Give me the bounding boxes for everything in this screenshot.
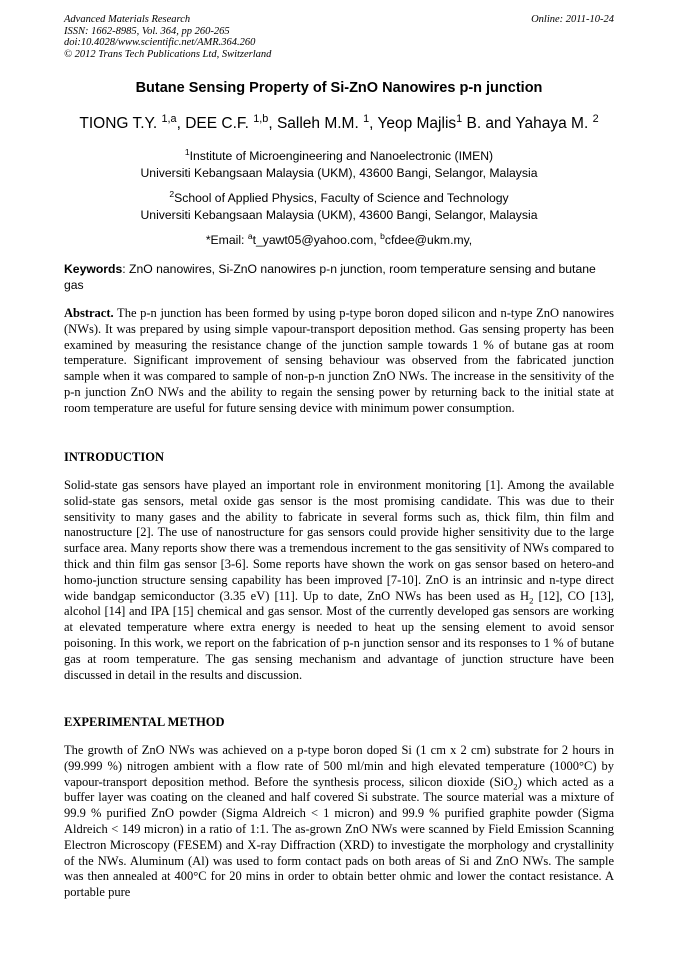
email-line	[0, 230, 678, 247]
abstract-text: The p-n junction has been formed by using p-type boron doped silicon and n-type ZnO nanowires (NWs). It was prepared by using simple vapour-transport deposition method. Gas sensing property has been examined by measuring the resistance change of the junction sample towards 1 % of butane gas at room temperature. Significant improvement of sensing behaviour was observed from the fabricated junction sample when it was compared to sample of non-p-n junction ZnO NWs. The increase in the sensitivity of the p-n junction ZnO NWs and the ability to regain the sensing power by returning back to the initial state at room temperature are useful for future sensing device with minimum power consumption.	[64, 306, 614, 415]
author-name: B. and Yahaya M.	[462, 115, 593, 132]
subscript: 2	[529, 595, 534, 606]
email-address-a[interactable]: t_yawt05@yahoo.com,	[252, 233, 381, 247]
paper-title: Butane Sensing Property of Si-ZnO Nanowires p-n junction	[135, 80, 543, 96]
introduction-text: [12], CO [13], alcohol [14] and IPA [15] chemical and gas sensor. Most of the currently developed gas sensors are working at elevated temperature where extra energy is needed to heat up the sensing element to avoid sensor poisoning. In this work, we report on the fabrication of p-n junction sensor and its responses to 1 % of butane gas at room temperature. The gas sensing mechanism and advantage of junction structure have been discussed in detail in the results and discussion.	[64, 588, 615, 682]
author-list	[0, 112, 678, 133]
online-date: Online: 2011-10-24	[531, 14, 614, 25]
author-name: TIONG T.Y.	[79, 115, 162, 132]
issn-line: ISSN: 1662-8985, Vol. 364, pp 260-265	[64, 25, 230, 37]
author-affil-mark: 1,b	[253, 112, 269, 125]
abstract	[64, 306, 614, 417]
affiliation-address: Universiti Kebangsaan Malaysia (UKM), 43600 Bangi, Selangor, Malaysia	[140, 166, 538, 180]
introduction-heading: INTRODUCTION	[64, 450, 165, 464]
email-label: *Email:	[205, 233, 248, 247]
author-name: , Yeop Majlis	[369, 115, 457, 132]
journal-header	[64, 14, 271, 60]
experimental-text: The growth of ZnO NWs was achieved on a p-type boron doped Si (1 cm x 2 cm) substrate for 2 hours in (99.999 %) nitrogen ambient with a flow rate of 500 ml/min and high elevated temperature (1000°C) by vapour-transport deposition method. Before the synthesis process, silicon dioxide (SiO	[64, 743, 614, 789]
doi-line: doi:10.4028/www.scientific.net/AMR.364.260	[64, 37, 256, 48]
author-affil-mark: 1	[363, 112, 370, 125]
author-affil-mark: 1,a	[161, 112, 177, 125]
keywords	[64, 261, 614, 293]
author-affil-mark: 1	[456, 112, 463, 125]
author-name: , DEE C.F.	[176, 115, 254, 132]
abstract-label: Abstract.	[64, 306, 114, 320]
keywords-text: : ZnO nanowires, Si-ZnO nanowires p-n junction, room temperature sensing and butane gas	[64, 262, 596, 292]
email-mark: b	[380, 230, 385, 241]
journal-name: Advanced Materials Research	[64, 14, 191, 25]
email-mark: a	[247, 230, 253, 241]
author-name: , Salleh M.M.	[268, 115, 364, 132]
affiliation-mark: 2	[169, 188, 175, 199]
affiliation-institute: School of Applied Physics, Faculty of Science and Technology	[174, 191, 509, 205]
affiliation-address: Universiti Kebangsaan Malaysia (UKM), 43600 Bangi, Selangor, Malaysia	[140, 208, 538, 222]
copyright-line: © 2012 Trans Tech Publications Ltd, Switzerland	[64, 48, 272, 60]
author-affil-mark: 2	[592, 112, 599, 125]
affiliation-institute: Institute of Microengineering and Nanoelectronic (IMEN)	[189, 149, 494, 163]
keywords-label: Keywords	[64, 262, 123, 276]
introduction-body	[64, 478, 614, 683]
experimental-text: ) which acted as a buffer layer was coating on the cleaned and half covered Si substrate. The source material was a mixture of 99.9 % purified ZnO powder (Sigma Aldreich < 1 micron) and 99.9 % purified graphite powder (Sigma Aldreich < 149 micron) in a ratio of 1:1. The as-grown ZnO NWs were scanned by Field Emission Scanning Electron Microscopy (FESEM) and X-ray Diffraction (XRD) to investigate the morphology and crystallinity of the NWs. Aluminum (Al) was used to form contact pads on both areas of Si and ZnO NWs. The sample was then annealed at 400°C for 20 mins in order to obtain better ohmic and lower the contact resistance. A portable pure	[64, 774, 614, 900]
experimental-body	[64, 743, 614, 901]
affiliation-2	[0, 190, 678, 224]
email-address-b[interactable]: cfdee@ukm.my,	[384, 233, 473, 247]
subscript: 2	[513, 781, 518, 792]
affiliation-mark: 1	[184, 146, 190, 157]
introduction-text: Solid-state gas sensors have played an important role in environment monitoring [1]. Among the available solid-state gas sensors, metal oxide gas sensor is the most promising candidate. This was due to their sensitivity to many gases and the ability to fabricate in several forms such as, thick film, thin film and nanostructure [2]. The use of nanostructure for gas sensors could provide higher sensitivity due to the large surface area. Many reports show there was a tremendous increment to the gas sensitivity of NWs compared to thick and thin film gas sensor [3-6]. Some reports have shown the work on gas sensor based on hetero-and homo-junction structure sensing capability has been improved [7-10]. ZnO is an intrinsic and n-type direct wide bandgap semiconductor (3.35 eV) [11]. Up to date, ZnO NWs has been used as H	[64, 478, 614, 603]
experimental-heading: EXPERIMENTAL METHOD	[64, 715, 225, 729]
affiliation-1	[0, 148, 678, 182]
